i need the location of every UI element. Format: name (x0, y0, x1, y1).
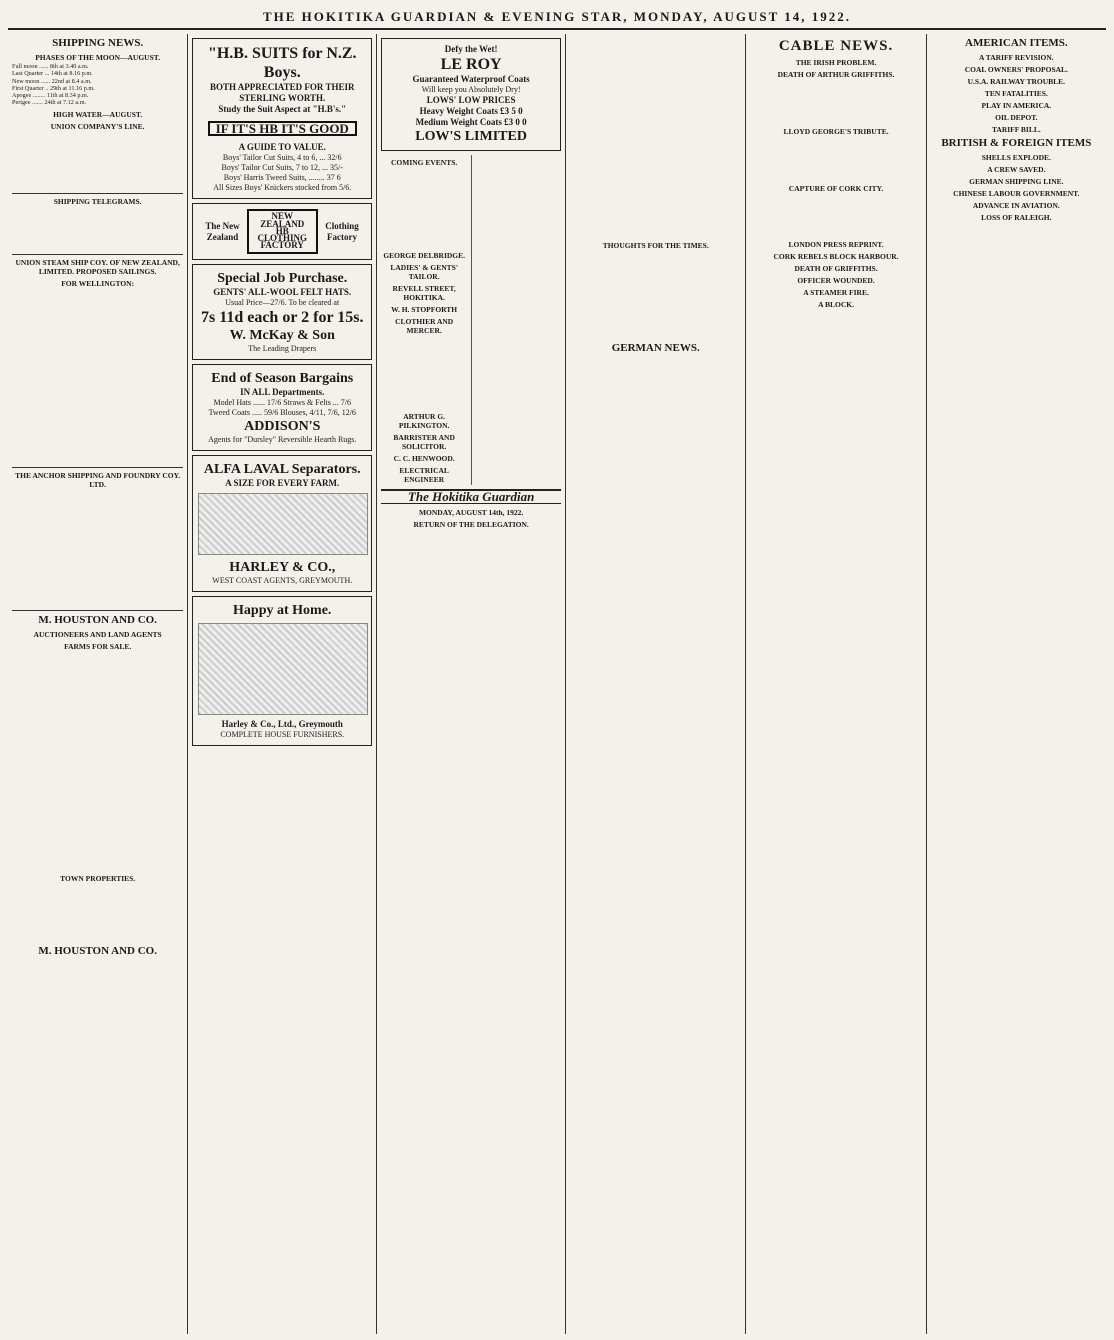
column3-right-text (471, 155, 561, 485)
mckay-sub: The Leading Drapers (248, 343, 317, 353)
column-ads (188, 34, 377, 1334)
hb-suits-line2: Study the Suit Aspect at "H.B's." (218, 104, 347, 114)
stopforth-sub: CLOTHIER AND MERCER. (395, 317, 454, 336)
houston-sign: M. HOUSTON AND CO. (38, 945, 157, 958)
divider (12, 467, 183, 468)
railway-heading: U.S.A. RAILWAY TROUBLE. (967, 77, 1066, 86)
play-heading: PLAY IN AMERICA. (981, 101, 1052, 110)
shells-heading: SHELLS EXPLODE. (981, 153, 1051, 162)
moon-heading: PHASES OF THE MOON—AUGUST. (35, 53, 161, 62)
moon-row: First Quarter .. 29th at 11.16 p.m. (12, 84, 95, 92)
water-heading: HIGH WATER—AUGUST. (53, 109, 143, 119)
ten-heading: TEN FATALITIES. (984, 89, 1048, 98)
paper-title: The Hokitika Guardian (381, 489, 561, 503)
moon-row: Perigee ....... 24th at 7.12 a.m. (12, 99, 87, 107)
henwood-sub: ELECTRICAL ENGINEER (399, 466, 449, 485)
moon-row: Last Quarter ... 14th at 8.16 p.m. (12, 70, 93, 78)
leroy-top: Defy the Wet! (444, 44, 498, 54)
peppermint-text (12, 960, 183, 1033)
pilkington-heading: ARTHUR G. PILKINGTON. (398, 412, 450, 431)
thoughts-heading: THOUGHTS FOR THE TIMES. (602, 241, 709, 251)
bargains-row: Tweed Coats ..... 59/6 Blouses, 4/11, 7/6, 12/6 (208, 407, 356, 417)
union-heading: UNION COMPANY'S LINE. (50, 121, 145, 131)
telegrams-heading: SHIPPING TELEGRAMS. (53, 197, 142, 207)
lows-name: LOW'S LIMITED (415, 129, 527, 144)
leroy-line: Will keep you Absolutely Dry! (421, 85, 521, 94)
column-american (927, 34, 1106, 1334)
leroy-price: Heavy Weight Coats £3 5 0 (419, 106, 523, 116)
block2-heading: A BLOCK. (818, 300, 854, 310)
death-heading: DEATH OF GRIFFITHS. (794, 264, 878, 274)
block-heading: CORK REBELS BLOCK HARBOUR. (773, 252, 899, 262)
addison-name: ADDISON'S (244, 418, 321, 434)
aviation-heading: ADVANCE IN AVIATION. (972, 201, 1060, 210)
special-purchase-ad (192, 264, 372, 360)
mckay-name: W. McKay & Son (229, 327, 335, 343)
harley-sub: WEST COAST AGENTS, GREYMOUTH. (212, 575, 353, 585)
column-local (377, 34, 566, 1334)
henwood-heading: C. C. HENWOOD. (393, 454, 455, 464)
special-deal: 7s 11d each or 2 for 15s. (200, 308, 364, 326)
irish-heading: THE IRISH PROBLEM. (795, 58, 877, 67)
farms-text (12, 652, 183, 871)
german-heading: GERMAN NEWS. (611, 341, 700, 354)
leroy-ad (381, 38, 561, 151)
cork-heading: CAPTURE OF CORK CITY. (788, 183, 884, 193)
local-news-text (570, 34, 741, 238)
alfa-heading: ALFA LAVAL Separators. (203, 461, 361, 477)
chinese-heading: CHINESE LABOUR GOVERNMENT. (953, 189, 1080, 198)
column-local-news (566, 34, 746, 1334)
stopforth-text (381, 336, 467, 409)
masthead: THE HOKITIKA GUARDIAN & EVENING STAR, MONDAY, AUGUST 14, 1922. (8, 6, 1106, 30)
tariff2-heading: TARIFF BILL. (991, 125, 1041, 134)
moon-row: Apogee ........ 11th at 8.34 p.m. (12, 92, 89, 100)
guide-row: All Sizes Boys' Knickers stocked from 5/6. (213, 183, 352, 193)
hb-suits-title: "H.B. SUITS for N.Z. Boys. (207, 45, 357, 81)
farms-heading: FARMS FOR SALE. (64, 641, 132, 651)
delbridge-sub: LADIES' & GENTS' TAILOR. (390, 263, 458, 282)
tariff-heading: A TARIFF REVISION. (979, 53, 1054, 62)
telegrams-text (12, 207, 183, 251)
leroy-price: Medium Weight Coats £3 0 0 (415, 117, 527, 127)
crew-heading: A CREW SAVED. (987, 165, 1046, 174)
delbridge-heading: GEORGE DELBRIDGE. (383, 251, 465, 261)
special-price: Usual Price—27/6. To be cleared at (225, 297, 340, 307)
happy-home-ad (192, 596, 372, 746)
alfa-laval-ad (192, 455, 372, 592)
separator-illustration (198, 493, 368, 555)
columns (8, 34, 1106, 1334)
happy-heading: Happy at Home. (233, 602, 332, 618)
harley-heading: HARLEY & CO., (229, 559, 336, 575)
column-shipping (8, 34, 188, 1334)
special-heading: Special Job Purchase. (217, 270, 348, 286)
divider (12, 193, 183, 194)
coming-heading: COMING EVENTS. (391, 158, 458, 167)
guide-heading: A GUIDE TO VALUE. (238, 142, 326, 153)
bargains-heading: End of Season Bargains (211, 370, 354, 386)
leroy-brand: LE ROY (440, 56, 502, 73)
town-heading: TOWN PROPERTIES. (60, 873, 136, 883)
hb-logo: IF IT'S HB IT'S GOOD (208, 121, 357, 136)
divider (12, 254, 183, 255)
revell-line: REVELL STREET, HOKITIKA. (392, 284, 456, 303)
reprint-heading: LONDON PRESS REPRINT. (788, 240, 884, 250)
guide-row: Boys' Tailor Cut Suits, 7 to 12, ... 35/- (221, 163, 343, 173)
thoughts-text (570, 251, 741, 339)
houston-heading: M. HOUSTON AND CO. (38, 613, 157, 626)
union-text (12, 132, 183, 190)
nz-clothing-ad (192, 203, 372, 259)
stopforth-heading: W. H. STOPFORTH (391, 305, 458, 315)
nz-logo: NEW ZEALAND HB CLOTHING FACTORY (247, 209, 318, 253)
delegation-heading: RETURN OF THE DELEGATION. (413, 519, 529, 529)
griffiths-text (750, 80, 921, 124)
coal-heading: COAL OWNERS' PROPOSAL. (964, 65, 1068, 74)
bargains-row: Model Hats ...... 17/6 Straws & Felts ... 7/6 (213, 397, 352, 407)
nz-left-text: The New Zealand (205, 220, 240, 242)
home-illustration (198, 623, 368, 715)
george-heading: LLOYD GEORGE'S TRIBUTE. (783, 126, 889, 136)
column-cable (746, 34, 926, 1334)
bargains-sub: IN ALL Departments. (240, 386, 325, 397)
moon-row: Full moon ...... 8th at 3.40 a.m. (12, 63, 89, 70)
guide-row: Boys' Harris Tweed Suits, ........ 37 6 (223, 173, 341, 183)
leroy-sub: Guaranteed Waterproof Coats (412, 74, 530, 84)
steamer-heading: A STEAMER FIRE. (803, 288, 869, 298)
pilkington-sub: BARRISTER AND SOLICITOR. (393, 433, 455, 452)
special-line: GENTS' ALL-WOOL FELT HATS. (213, 286, 352, 297)
anchor-text (12, 490, 183, 607)
griffiths-heading: DEATH OF ARTHUR GRIFFITHS. (777, 70, 895, 79)
british-heading: BRITISH & FOREIGN ITEMS (941, 137, 1092, 149)
nz-right-text: Clothing Factory (325, 220, 359, 242)
anchor-heading: THE ANCHOR SHIPPING AND FOUNDRY COY. LTD. (15, 471, 181, 490)
sailings-text (12, 289, 183, 464)
shipping-heading: SHIPPING NEWS. (52, 37, 144, 49)
hb-suits-ad (192, 38, 372, 199)
delegation-text (381, 530, 561, 647)
wellington-heading: FOR WELLINGTON: (61, 278, 135, 288)
german-text (570, 357, 741, 430)
harley2-sub: COMPLETE HOUSE FURNISHERS. (220, 729, 345, 739)
loss-heading: LOSS OF RALEIGH. (981, 213, 1052, 222)
officer-heading: OFFICER WOUNDED. (797, 276, 875, 286)
oil-heading: OIL DEPOT. (995, 113, 1038, 122)
leroy-price: LOWS' LOW PRICES (426, 95, 516, 105)
coming-text (381, 168, 467, 248)
george-text (750, 137, 921, 181)
addison-sub: Agents for "Dursley" Reversible Hearth Rugs. (208, 434, 357, 444)
ussco-heading: UNION STEAM SHIP COY. OF NEW ZEALAND, LIMITED. PROPOSED SAILINGS. (15, 257, 180, 276)
cable-heading: CABLE NEWS. (778, 38, 894, 54)
divider (12, 610, 183, 611)
moon-row: New moon ...... 22nd at 8.4 a.m. (12, 77, 92, 85)
town-text (12, 884, 183, 942)
harley2-name: Harley & Co., Ltd., Greymouth (221, 718, 343, 729)
cork-text (750, 194, 921, 238)
german-line-heading: GERMAN SHIPPING LINE. (969, 177, 1064, 186)
american-heading: AMERICAN ITEMS. (965, 37, 1068, 49)
bargains-ad (192, 364, 372, 451)
guide-row: Boys' Tailor Cut Suits, 4 to 6, ... 32/6 (222, 153, 342, 163)
hb-suits-line1: BOTH APPRECIATED FOR THEIR STERLING WORTH. (210, 82, 355, 103)
houston-subheading: AUCTIONEERS AND LAND AGENTS (33, 629, 162, 639)
alfa-sub: A SIZE FOR EVERY FARM. (225, 477, 340, 488)
paper-date: MONDAY, AUGUST 14th, 1922. (418, 507, 524, 517)
